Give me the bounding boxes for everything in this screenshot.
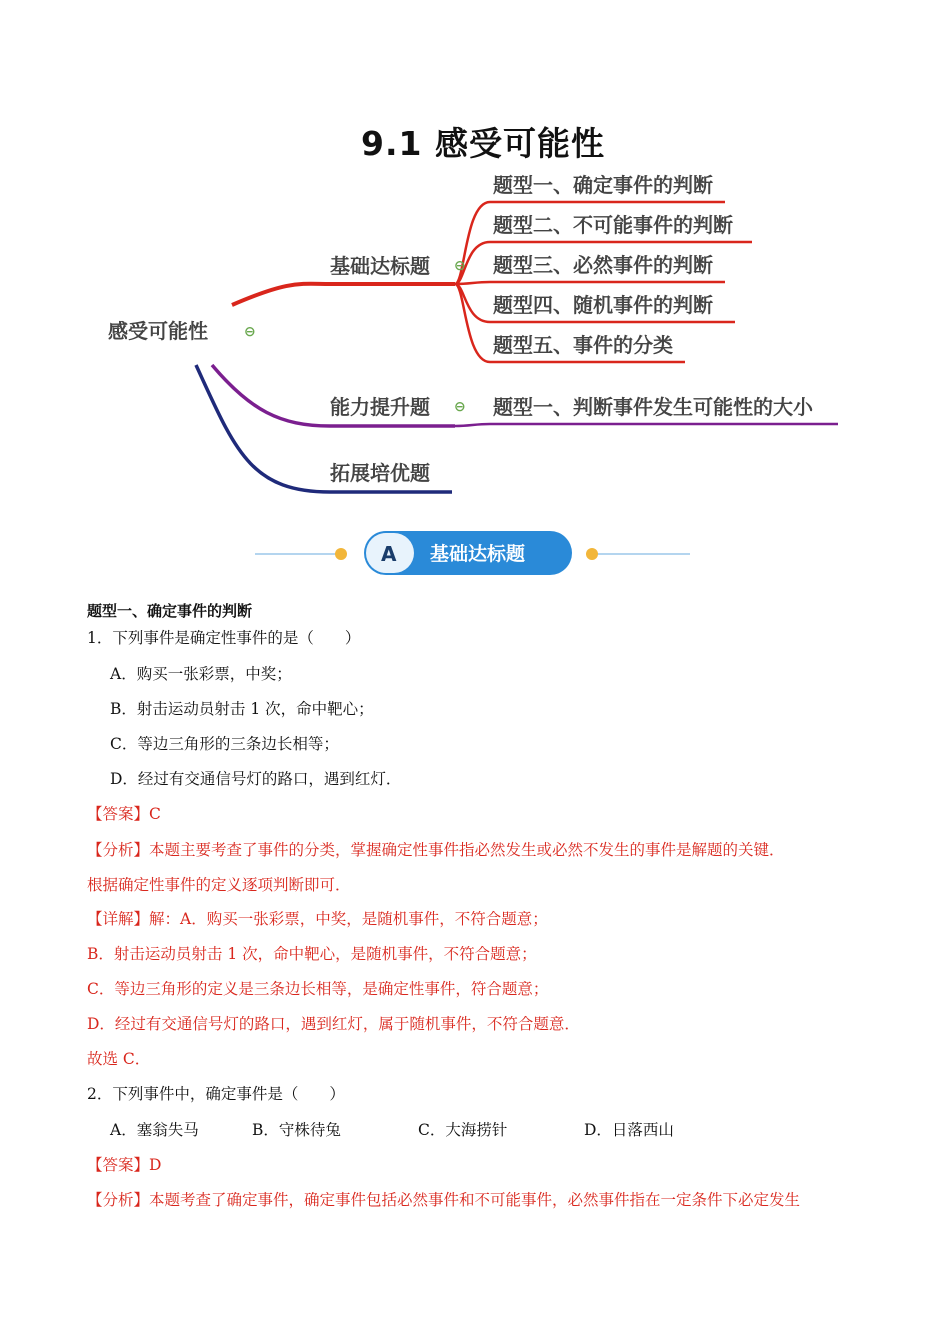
q2-analysis: 【分析】本题考查了确定事件，确定事件包括必然事件和不可能事件，必然事件指在一定条件下必定发生 [87,1191,801,1209]
collapse-icon[interactable]: ⊖ [454,258,466,274]
branch-ability: 能力提升题 [330,395,430,419]
q1-detail-a: 【详解】解：A．购买一张彩票，中奖，是随机事件，不符合题意； [87,910,548,928]
q2-answer: 【答案】D [87,1156,162,1174]
q2-option-b: B．守株待兔 [252,1121,341,1139]
q1-option-a: A．购买一张彩票，中奖； [110,665,292,683]
leaf-item: 题型四、随机事件的判断 [493,293,713,317]
leaf-item: 题型三、必然事件的判断 [493,253,713,277]
branch-extend: 拓展培优题 [330,461,430,485]
leaf-item: 题型二、不可能事件的判断 [493,213,733,237]
branch-line-basic [232,284,455,305]
q1-option-c: C．等边三角形的三条边长相等； [110,735,339,753]
q1-option-b: B．射击运动员射击 1 次，命中靶心； [110,700,374,718]
branch-basic: 基础达标题 [330,254,430,278]
q1-detail-b: B．射击运动员射击 1 次，命中靶心，是随机事件，不符合题意； [87,945,537,963]
q1-answer: 【答案】C [87,805,161,823]
leaf-item: 题型一、判断事件发生可能性的大小 [493,395,813,419]
collapse-icon[interactable]: ⊖ [244,324,256,340]
q1-detail-c: C．等边三角形的定义是三条边长相等，是确定性事件，符合题意； [87,980,549,998]
q2-option-d: D．日落西山 [584,1121,674,1139]
mind-map [0,160,950,510]
mindmap-root: 感受可能性 [108,319,208,343]
question-2-stem: 2．下列事件中，确定事件是（ ） [87,1085,345,1103]
q2-option-c: C．大海捞针 [418,1121,508,1139]
sub-branch-line-ability [455,424,838,426]
leaf-item: 题型五、事件的分类 [493,333,673,357]
page-title: 9.1 感受可能性 [361,124,605,163]
section-banner [0,520,950,580]
q1-conclusion: 故选 C． [87,1050,151,1068]
banner-dot-right [586,548,598,560]
collapse-icon[interactable]: ⊖ [454,399,466,415]
banner-dot-left [335,548,347,560]
banner-letter: A [381,542,397,566]
q1-analysis-cont: 根据确定性事件的定义逐项判断即可． [87,876,351,894]
q1-option-d: D．经过有交通信号灯的路口，遇到红灯． [110,770,402,788]
q1-analysis: 【分析】本题主要考查了事件的分类，掌握确定性事件指必然发生或必然不发生的事件是解题的关键． [87,841,785,859]
question-1-stem: 1．下列事件是确定性事件的是（ ） [87,629,361,647]
banner-label: 基础达标题 [430,543,526,565]
q1-detail-d: D．经过有交通信号灯的路口，遇到红灯，属于随机事件，不符合题意． [87,1015,580,1033]
leaf-item: 题型一、确定事件的判断 [493,173,713,197]
section-title: 题型一、确定事件的判断 [87,602,253,620]
q2-option-a: A．塞翁失马 [110,1121,199,1139]
